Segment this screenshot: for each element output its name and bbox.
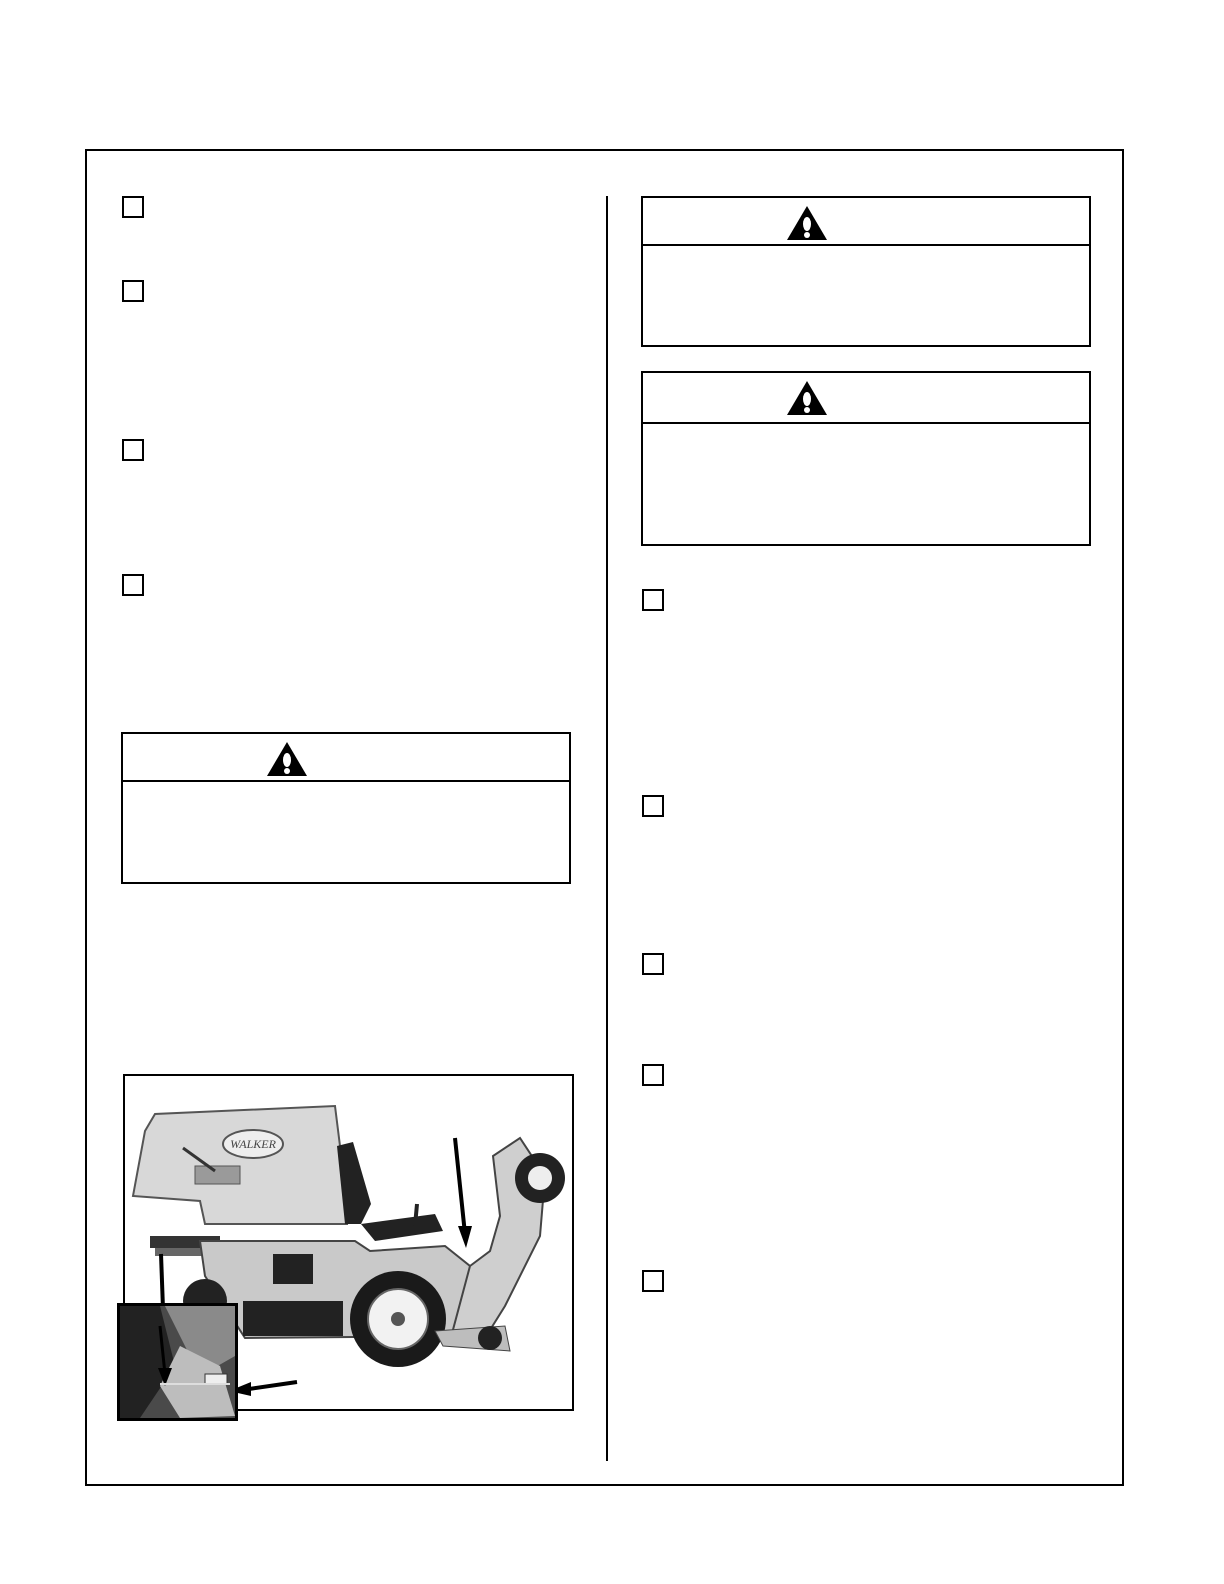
pointer-arrow-icon	[249, 1382, 297, 1389]
checkbox-right-3[interactable]	[642, 953, 664, 975]
checkbox-left-4[interactable]	[122, 574, 144, 596]
checkbox-right-5[interactable]	[642, 1270, 664, 1292]
checkbox-right-2[interactable]	[642, 795, 664, 817]
warning-triangle-icon	[786, 380, 828, 416]
warning-header	[643, 373, 1089, 424]
warning-box-right-2	[641, 371, 1091, 546]
checkbox-left-2[interactable]	[122, 280, 144, 302]
inset-detail-photo	[117, 1303, 238, 1421]
checkbox-right-4[interactable]	[642, 1064, 664, 1086]
warning-box-right-1	[641, 196, 1091, 347]
warning-triangle-icon	[786, 205, 828, 241]
checkbox-left-3[interactable]	[122, 439, 144, 461]
warning-header	[123, 734, 569, 782]
column-divider	[606, 196, 608, 1461]
warning-box-left	[121, 732, 571, 884]
warning-header	[643, 198, 1089, 246]
inset-detail-illustration	[120, 1306, 235, 1418]
warning-triangle-icon	[266, 741, 308, 777]
pointer-arrow-icon	[455, 1138, 465, 1234]
checkbox-left-1[interactable]	[122, 196, 144, 218]
brand-logo: WALKER	[230, 1137, 276, 1151]
checkbox-right-1[interactable]	[642, 589, 664, 611]
